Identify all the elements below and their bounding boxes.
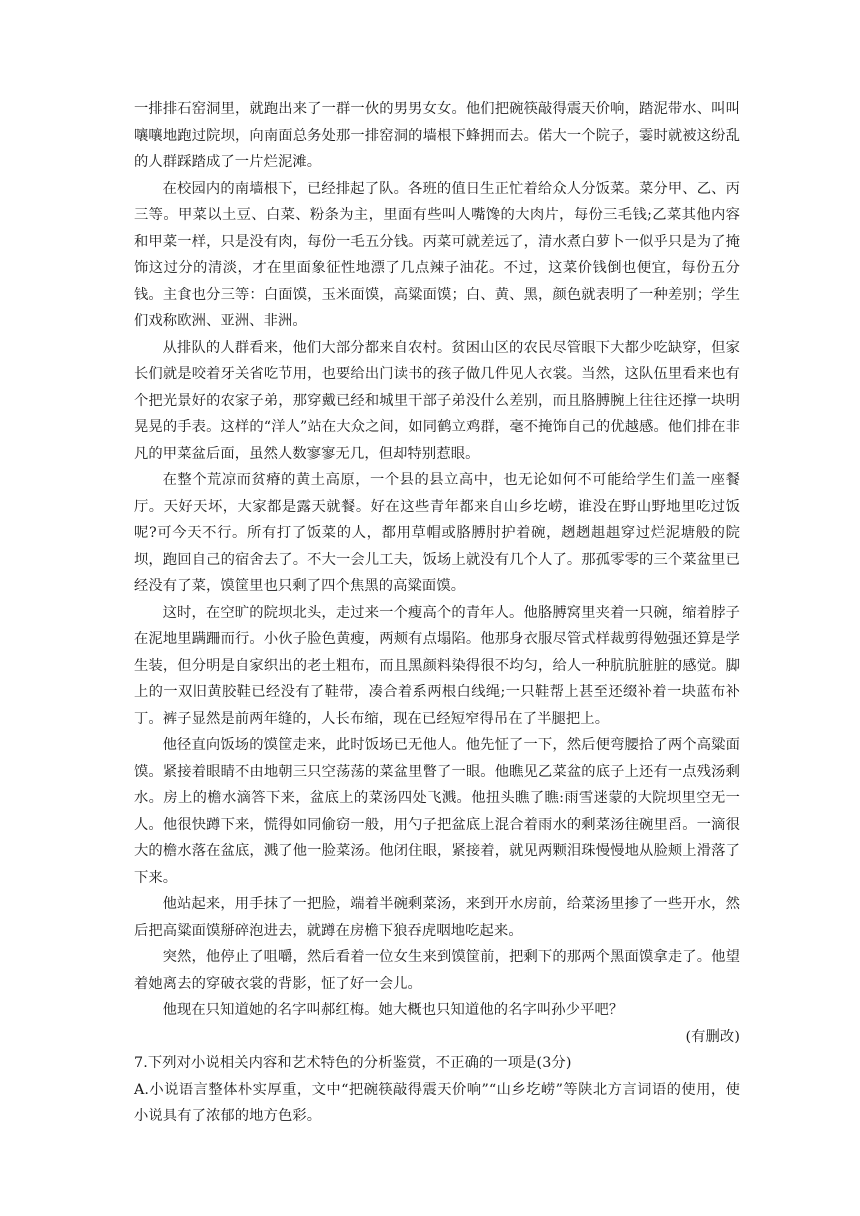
paragraph-9: 他现在只知道她的名字叫郝红梅。她大概也只知道他的名字叫孙少平吧？ [162, 1002, 624, 1018]
paragraph-6: 他径直向饭场的馍筐走来，此时饭场已无他人。他先怔了一下，然后便弯腰拾了两个高粱面馍。紧接着眼睛不由地朝三只空荡荡的菜盆里瞥了一眼。他瞧见乙菜盆的底子上还有一点残汤剩水。房上的檐水滴答下来，盆底上的菜汤四处飞溅。他扭头瞧了瞧:雨雪迷蒙的大院坝里空无一人。他很快蹲下来，慌得如同偷窃一般，用勺子把盆底上混合着雨水的剩菜汤往碗里舀。一滴很大的檐水落在盆底，溅了他一脸菜汤。他闭住眼，紧接着，就见两颗泪珠慢慢地从脸颊上滑落了下来。 [134, 737, 740, 886]
paragraph-4: 在整个荒凉而贫瘠的黄土高原，一个县的县立高中，也无论如何不可能给学生们盖一座餐厅。天好天坏，大家都是露天就餐。好在这些青年都来自山乡圪崂，谁没在野山野地里吃过饭呢?可今天不行。所有打了饭菜的人，都用草帽或胳膊肘护着碗，趔趔趄趄穿过烂泥塘般的院坝，跑回自己的宿舍去了。不大一会儿工夫，饭场上就没有几个人了。那孤零零的三个菜盆里已经没有了菜，馍筐里也只剩了四个焦黑的高粱面馍。 [134, 472, 740, 594]
passage-text [134, 96, 740, 1130]
source-note: (有删改) [685, 1028, 740, 1045]
option-a: A.小说语言整体朴实厚重，文中“把碗筷敲得震天价响”“山乡圪崂”等陕北方言词语的使用，使小说具有了浓郁的地方色彩。 [134, 1081, 740, 1124]
paragraph-8: 突然，他停止了咀嚼，然后看着一位女生来到馍筐前，把剩下的那两个黑面馍拿走了。他望着她离去的穿破衣裳的背影，怔了好一会儿。 [134, 949, 740, 992]
paragraph-5: 这时，在空旷的院坝北头，走过来一个瘦高个的青年人。他胳膊窝里夹着一只碗，缩着脖子在泥地里蹒跚而行。小伙子脸色黄瘦，两颊有点塌陷。他那身衣服尽管式样裁剪得勉强还算是学生装，但分明是自家织出的老土粗布，而且黑颜料染得很不均匀，给人一种肮肮脏脏的感觉。脚上的一双旧黄胶鞋已经没有了鞋带，凑合着系两根白线绳;一只鞋帮上甚至还缀补着一块蓝布补丁。裤子显然是前两年缝的，人长布缩，现在已经短窄得吊在了半腿把上。 [134, 604, 740, 727]
paragraph-1: 一排排石窑洞里，就跑出来了一群一伙的男男女女。他们把碗筷敲得震天价响，踏泥带水、叫叫嚷嚷地跑过院坝，向南面总务处那一排窑洞的墙根下蜂拥而去。偌大一个院子，霎时就被这纷乱的人群踩踏成了一片烂泥滩。 [134, 101, 740, 170]
question-stem: 7.下列对小说相关内容和艺术特色的分析鉴赏，不正确的一项是(3分) [134, 1055, 572, 1071]
paragraph-2: 在校园内的南墙根下，已经排起了队。各班的值日生正忙着给众人分饭菜。菜分甲、乙、丙三等。甲菜以土豆、白菜、粉条为主，里面有些叫人嘴馋的大肉片，每份三毛钱;乙菜其他内容和甲菜一样，只是没有肉，每份一毛五分钱。丙菜可就差远了，清水煮白萝卜一似乎只是为了掩饰这过分的清淡，才在里面象征性地漂了几点辣子油花。不过，这菜价钱倒也便宜，每份五分钱。主食也分三等：白面馍，玉米面馍，高粱面馍；白、黄、黑，颜色就表明了一种差别；学生们戏称欧洲、亚洲、非洲。 [134, 180, 740, 329]
paragraph-3: 从排队的人群看来，他们大部分都来自农村。贫困山区的农民尽管眼下大都少吃缺穿，但家长们就是咬着牙关省吃节用，也要给出门读书的孩子做几件见人衣裳。当然，这队伍里看来也有个把光景好的农家子弟，那穿戴已经和城里干部子弟没什么差别，而且胳膊腕上往往还撑一块明晃晃的手表。这样的“洋人”站在大众之间，如同鹤立鸡群，毫不掩饰自己的优越感。他们排在非凡的甲菜盆后面，虽然人数寥寥无几，但却特别惹眼。 [134, 339, 740, 462]
paragraph-7: 他站起来，用手抹了一把脸，端着半碗剩菜汤，来到开水房前，给菜汤里掺了一些开水，然后把高粱面馍掰碎泡进去，就蹲在房檐下狼吞虎咽地吃起来。 [134, 896, 740, 939]
